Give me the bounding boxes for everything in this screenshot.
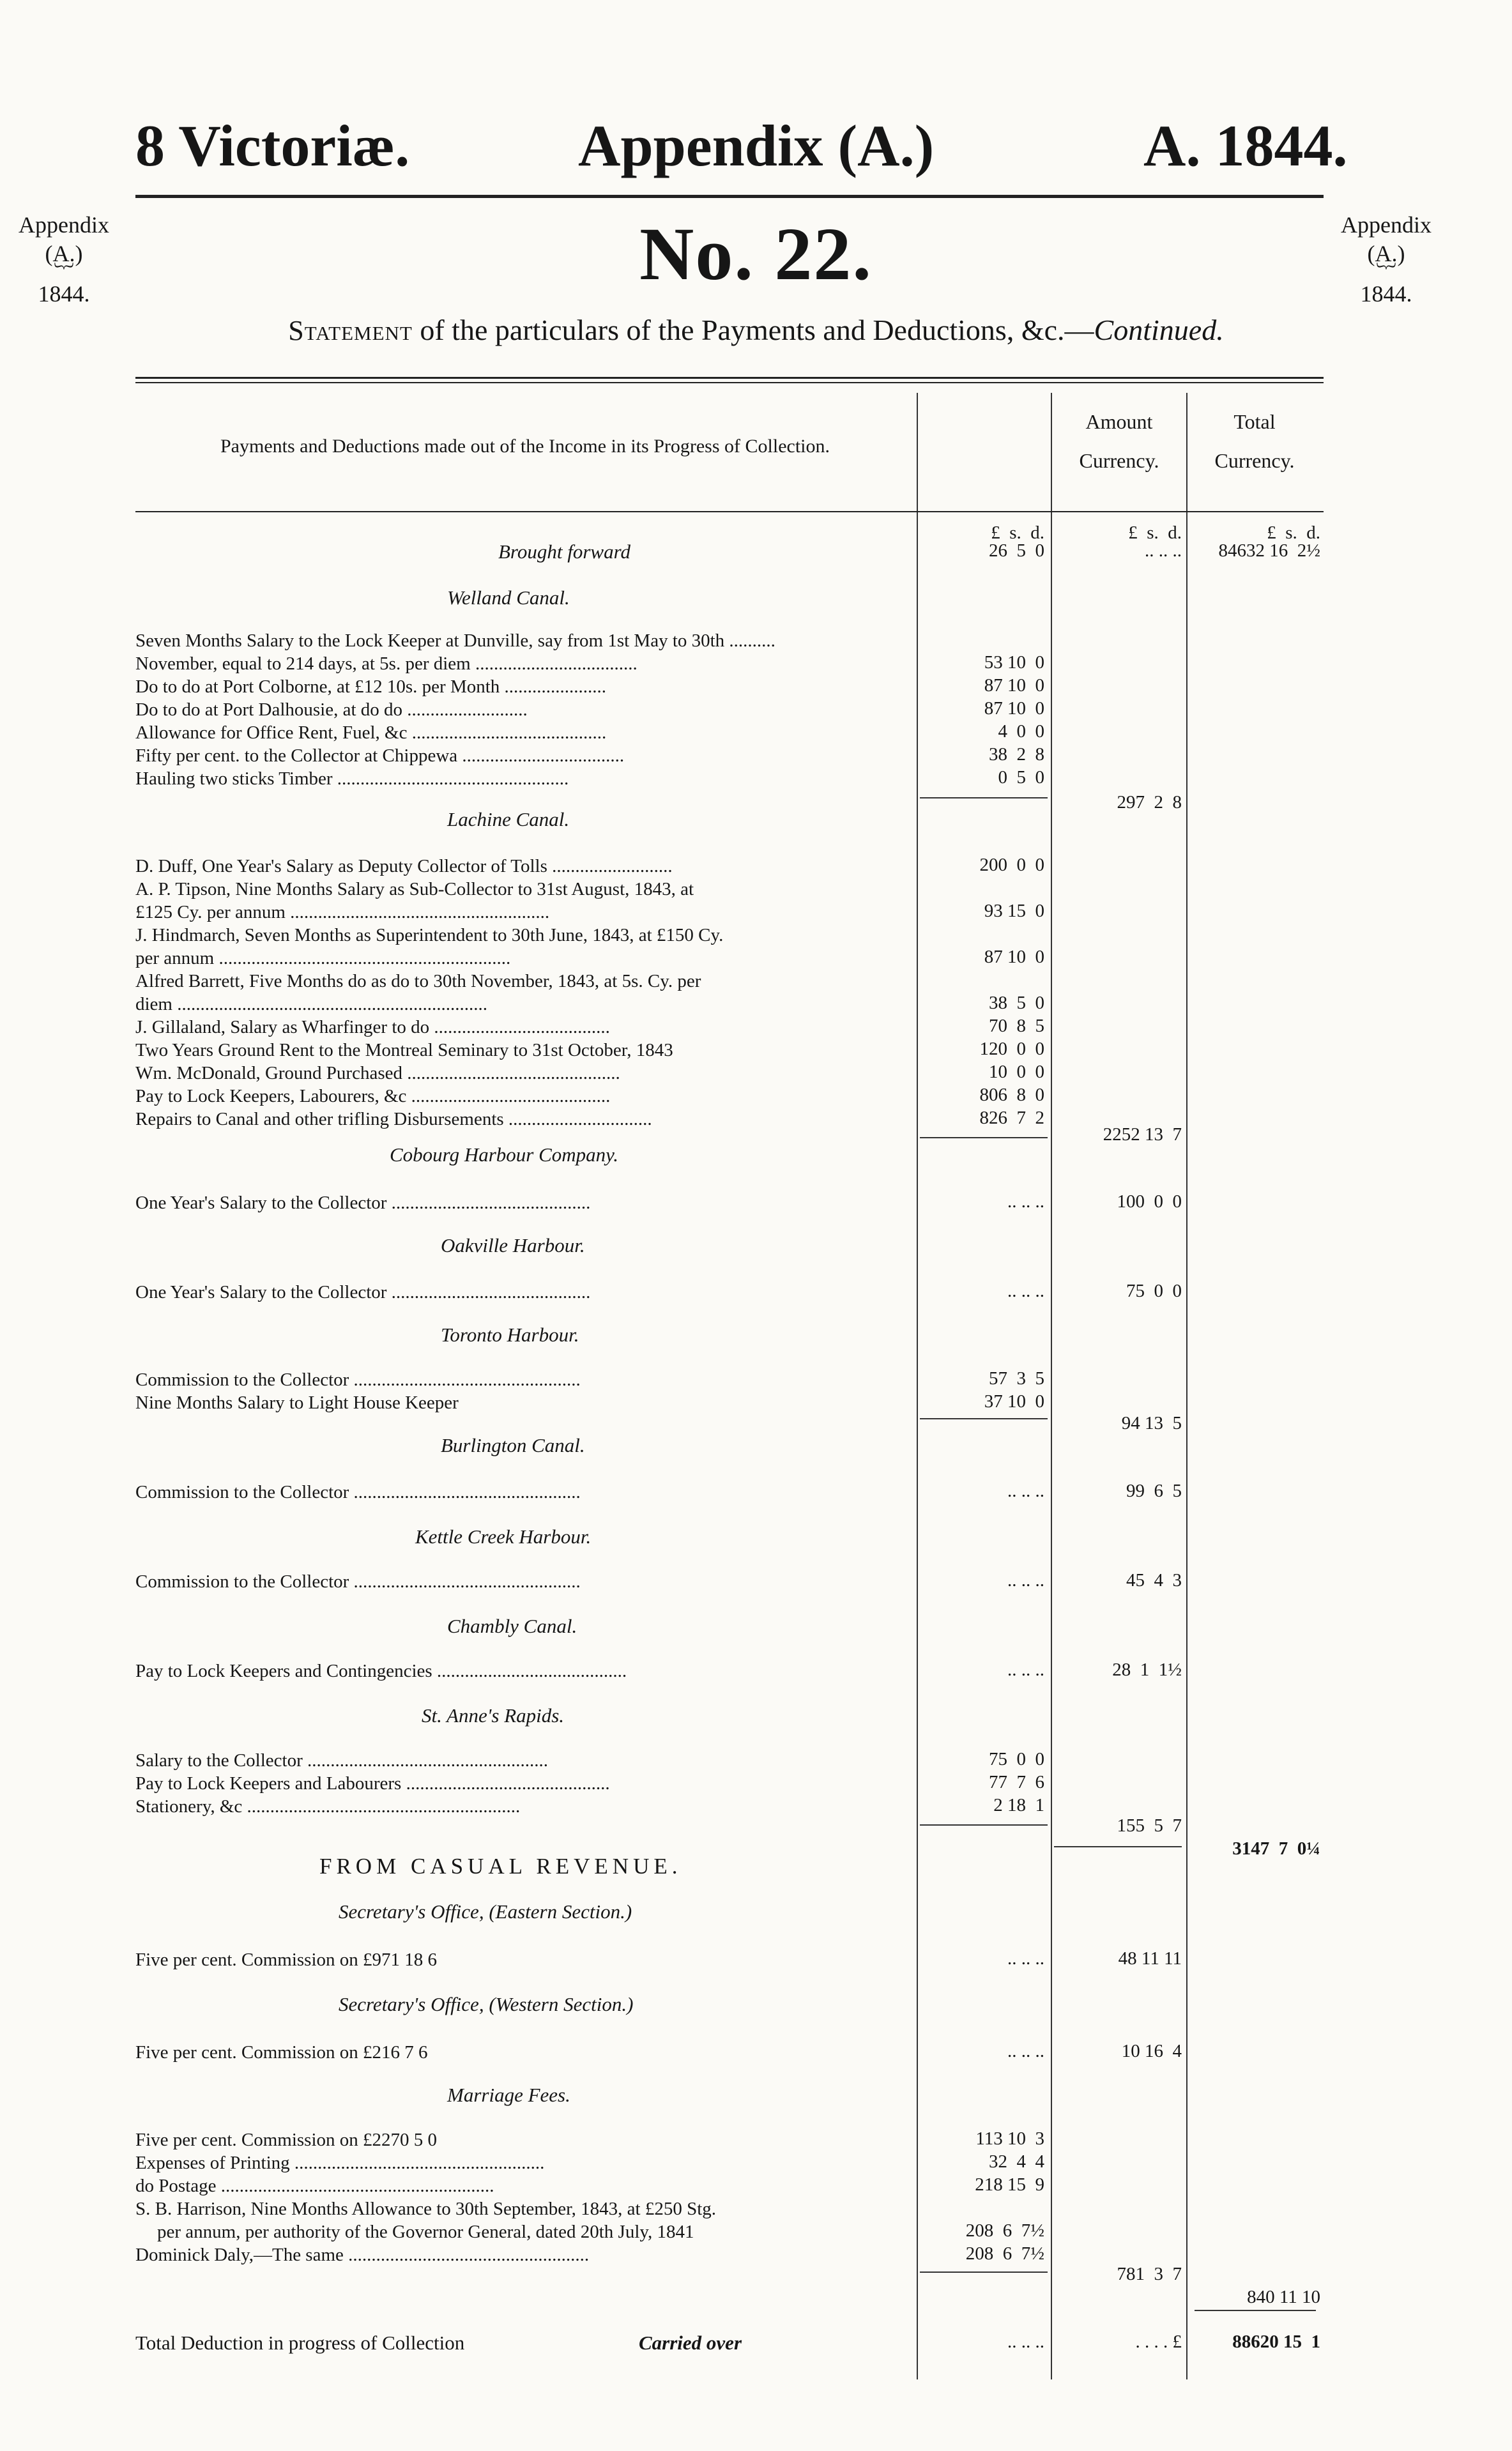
amount-cell: 120 0 0 — [979, 1039, 1044, 1059]
column-header-amount — [1053, 402, 1186, 480]
amount-cell: 57 3 5 — [989, 1368, 1044, 1389]
section-total: 155 5 7 — [1117, 1815, 1182, 1836]
side-appendix-letter: (A.) — [1367, 241, 1405, 266]
amount-cell: .. .. .. — [1007, 1660, 1044, 1680]
table-row: Do to do at Port Dalhousie, at do do .......................... — [135, 699, 528, 720]
amount-cell: .. .. .. — [1007, 1948, 1044, 1969]
footer-col1: .. .. .. — [1007, 2332, 1044, 2352]
units-col1: £ s. d. — [991, 523, 1044, 543]
amount-cell: 77 7 6 — [989, 1772, 1044, 1792]
table-row: Wm. McDonald, Ground Purchased .............................................. — [135, 1063, 620, 1083]
units-col3: £ s. d. — [1267, 523, 1320, 543]
section-secretary-east: Secretary's Office, (Eastern Section.) — [339, 1900, 632, 1923]
section-lachine: Lachine Canal. — [447, 808, 570, 830]
amount-cell: 208 6 7½ — [965, 2243, 1044, 2264]
column-divider — [1051, 393, 1052, 2379]
section-total: 28 1 1½ — [1112, 1660, 1182, 1680]
amount-cell: 826 7 2 — [979, 1108, 1044, 1128]
amount-cell: .. .. .. — [1007, 1281, 1044, 1301]
side-year: 1844. — [1360, 281, 1412, 307]
brought-forward-label: Brought forward — [498, 540, 630, 563]
brought-forward-col3: 84632 16 2½ — [1218, 540, 1320, 561]
amount-cell: 2 18 1 — [993, 1795, 1044, 1815]
amount-cell: 10 0 0 — [989, 1062, 1044, 1082]
brace-icon: ︸ — [54, 263, 73, 284]
amount-cell: 113 10 3 — [975, 2128, 1044, 2149]
amount-cell: 32 4 4 — [989, 2151, 1044, 2172]
section-kettle-creek: Kettle Creek Harbour. — [415, 1525, 592, 1548]
table-row: Pay to Lock Keepers and Contingencies ......................................... — [135, 1661, 627, 1681]
table-row: J. Hindmarch, Seven Months as Superintendent to 30th June, 1843, at £150 Cy. — [135, 925, 724, 945]
amount-cell: 87 10 0 — [984, 698, 1044, 719]
carried-over-label: Carried over — [639, 2332, 742, 2354]
brace-icon: ︸ — [1377, 263, 1396, 284]
amount-cell: 53 10 0 — [984, 652, 1044, 673]
column-divider — [1186, 393, 1187, 2379]
amount-cell: 218 15 9 — [975, 2174, 1044, 2195]
section-oakville: Oakville Harbour. — [441, 1234, 585, 1256]
section-total: 75 0 0 — [1126, 1281, 1182, 1301]
row-text: per annum, per authority of the Governor General, dated 20th July, 1841 — [157, 2222, 694, 2242]
amount-header-line1: Amount — [1085, 410, 1153, 433]
section-total: 45 4 3 — [1126, 1570, 1182, 1591]
table-row: Expenses of Printing ...................................................... — [135, 2153, 545, 2173]
column-header-description: Payments and Deductions made out of the Income in its Progress of Collection. — [220, 436, 830, 457]
table-row: Stationery, &c ........................................................... — [135, 1796, 521, 1817]
section-burlington: Burlington Canal. — [441, 1434, 585, 1456]
subtotal-rule — [920, 797, 1048, 798]
subtitle-lead: Statement — [288, 315, 413, 346]
amount-cell: 4 0 0 — [998, 721, 1044, 742]
table-row: Pay to Lock Keepers, Labourers, &c ........................................... — [135, 1086, 611, 1106]
amount-cell: 38 2 8 — [989, 744, 1044, 765]
amount-cell: 87 10 0 — [984, 947, 1044, 967]
table-row: Alfred Barrett, Five Months do as do to 30th November, 1843, at 5s. Cy. per — [135, 971, 701, 991]
table-row: One Year's Salary to the Collector ........................................... — [135, 1193, 591, 1213]
table-row: £125 Cy. per annum ........................................................ — [135, 902, 550, 922]
section-cobourg: Cobourg Harbour Company. — [390, 1143, 618, 1166]
table-row: Do to do at Port Colborne, at £12 10s. per Month ...................... — [135, 676, 607, 697]
table-row: diem ................................................................... — [135, 994, 487, 1014]
subtotal-rule — [920, 1418, 1048, 1419]
amount-cell: 38 5 0 — [989, 993, 1044, 1013]
table-row: Fifty per cent. to the Collector at Chippewa ................................... — [135, 745, 625, 766]
table-row: A. P. Tipson, Nine Months Salary as Sub-Collector to 31st August, 1843, at — [135, 879, 694, 899]
table-row: Five per cent. Commission on £216 7 6 — [135, 2042, 428, 2063]
brought-forward-col2: .. .. .. — [1145, 540, 1182, 561]
table-row: Hauling two sticks Timber .................................................. — [135, 768, 569, 789]
table-row: S. B. Harrison, Nine Months Allowance to 30th September, 1843, at £250 Stg. — [135, 2199, 717, 2219]
subtotal-rule — [1054, 1846, 1182, 1847]
table-row: Allowance for Office Rent, Fuel, &c .......................................... — [135, 722, 607, 743]
canals-subtotal: 3147 7 0¼ — [1232, 1838, 1320, 1859]
side-year: 1844. — [38, 281, 90, 307]
table-row: Two Years Ground Rent to the Montreal Seminary to 31st October, 1843 — [135, 1040, 673, 1060]
carried-over-total: 88620 15 1 — [1232, 2332, 1320, 2352]
total-header-line2: Currency. — [1214, 448, 1295, 472]
amount-cell: 200 0 0 — [979, 855, 1044, 875]
table-row: Five per cent. Commission on £971 18 6 — [135, 1950, 438, 1970]
section-total: 10 16 4 — [1121, 2041, 1182, 2061]
header-right: A. 1844. — [1143, 113, 1348, 178]
section-total: 781 3 7 — [1117, 2264, 1182, 2284]
statement-number: No. 22. — [639, 212, 873, 296]
table-top-rule-2 — [135, 382, 1324, 383]
amount-cell: .. .. .. — [1007, 1481, 1044, 1501]
section-toronto: Toronto Harbour. — [441, 1324, 579, 1346]
table-row: November, equal to 214 days, at 5s. per diem ................................... — [135, 653, 638, 674]
header-center: Appendix (A.) — [578, 113, 935, 178]
section-chambly: Chambly Canal. — [447, 1615, 577, 1637]
total-header-line1: Total — [1233, 410, 1276, 433]
subtotal-rule — [920, 2272, 1048, 2273]
table-row: One Year's Salary to the Collector ........................................... — [135, 1282, 591, 1302]
amount-header-line2: Currency. — [1079, 448, 1159, 472]
casual-subtotal: 840 11 10 — [1247, 2287, 1320, 2307]
subtotal-rule — [920, 1824, 1048, 1826]
side-appendix-label: Appendix — [19, 212, 109, 238]
section-total: 100 0 0 — [1117, 1191, 1182, 1212]
table-row: D. Duff, One Year's Salary as Deputy Collector of Tolls .......................... — [135, 856, 673, 876]
amount-cell: 806 8 0 — [979, 1085, 1044, 1105]
table-row — [135, 2220, 694, 2243]
amount-cell: 208 6 7½ — [965, 2220, 1044, 2241]
header-rule — [135, 195, 1324, 198]
units-col2: £ s. d. — [1128, 523, 1182, 543]
table-row: do Postage ........................................................... — [135, 2176, 494, 2196]
section-st-annes: St. Anne's Rapids. — [422, 1704, 565, 1727]
table-row: Nine Months Salary to Light House Keeper — [135, 1393, 459, 1413]
total-deduction-label: Total Deduction in progress of Collection — [135, 2332, 465, 2354]
subtitle-text: of the particulars of the Payments and Deductions, &c.— — [412, 314, 1094, 346]
table-row: per annum ............................................................... — [135, 948, 511, 968]
section-total: 48 11 11 — [1118, 1948, 1182, 1969]
section-total: 94 13 5 — [1121, 1413, 1182, 1433]
table-row: Commission to the Collector ................................................. — [135, 1571, 581, 1592]
side-appendix-letter: (A.) — [45, 241, 83, 266]
table-row: Five per cent. Commission on £2270 5 0 — [135, 2130, 438, 2150]
amount-cell: .. .. .. — [1007, 1191, 1044, 1212]
statement-subtitle — [0, 313, 1512, 347]
table-row: Commission to the Collector ................................................. — [135, 1370, 581, 1390]
amount-cell: 0 5 0 — [998, 767, 1044, 788]
table-row: Pay to Lock Keepers and Labourers ............................................ — [135, 1773, 610, 1794]
amount-cell: 87 10 0 — [984, 675, 1044, 696]
column-header-rule — [135, 511, 1324, 512]
section-total: 297 2 8 — [1117, 792, 1182, 813]
subtotal-rule — [920, 1137, 1048, 1138]
table-row: Commission to the Collector ................................................. — [135, 1482, 581, 1502]
section-secretary-west: Secretary's Office, (Western Section.) — [339, 1993, 634, 2015]
amount-cell: 70 8 5 — [989, 1016, 1044, 1036]
column-divider — [917, 393, 918, 2379]
amount-cell: .. .. .. — [1007, 1570, 1044, 1591]
column-header-total — [1188, 402, 1321, 480]
amount-cell: .. .. .. — [1007, 2041, 1044, 2061]
table-row: Dominick Daly,—The same .................................................... — [135, 2245, 590, 2265]
section-welland: Welland Canal. — [447, 586, 570, 609]
side-appendix-label: Appendix — [1341, 212, 1432, 238]
amount-cell: 75 0 0 — [989, 1749, 1044, 1769]
table-row: Seven Months Salary to the Lock Keeper at Dunville, say from 1st May to 30th .......... — [135, 630, 775, 651]
subtitle-continued: Continued. — [1094, 314, 1224, 346]
subtotal-rule — [1195, 2310, 1316, 2311]
amount-cell: 93 15 0 — [984, 901, 1044, 921]
section-total: 99 6 5 — [1126, 1481, 1182, 1501]
amount-cell: 37 10 0 — [984, 1391, 1044, 1412]
table-row: Repairs to Canal and other trifling Disbursements ............................... — [135, 1109, 652, 1129]
section-marriage-fees: Marriage Fees. — [447, 2084, 570, 2106]
brought-forward-col1: 26 5 0 — [989, 540, 1044, 561]
section-casual-revenue: FROM CASUAL REVENUE. — [319, 1854, 682, 1879]
table-row: J. Gillaland, Salary as Wharfinger to do ...................................... — [135, 1017, 610, 1037]
table-top-rule — [135, 377, 1324, 379]
header-left: 8 Victoriæ. — [135, 113, 410, 178]
footer-col2: . . . . £ — [1135, 2332, 1182, 2352]
table-row: Salary to the Collector .................................................... — [135, 1750, 548, 1771]
section-total: 2252 13 7 — [1103, 1124, 1182, 1145]
